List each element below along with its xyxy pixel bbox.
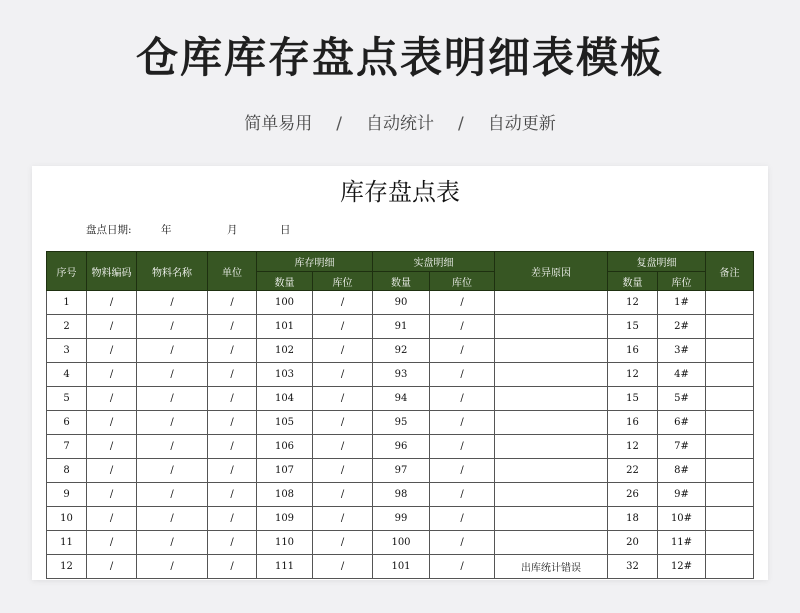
cell-seq: 9 xyxy=(47,483,87,507)
cell-actual-loc: / xyxy=(430,339,495,363)
table-row xyxy=(47,387,754,411)
cell-recheck-qty: 15 xyxy=(608,387,658,411)
cell-stock-loc: / xyxy=(313,531,373,555)
cell-stock-qty: 103 xyxy=(257,363,313,387)
cell-actual-qty: 93 xyxy=(373,363,430,387)
cell-stock-qty: 110 xyxy=(257,531,313,555)
cell-actual-loc: / xyxy=(430,291,495,315)
cell-stock-qty: 106 xyxy=(257,435,313,459)
cell-note xyxy=(706,411,754,435)
table-body xyxy=(47,291,754,579)
cell-recheck-qty: 20 xyxy=(608,531,658,555)
cell-material-name: / xyxy=(137,387,208,411)
cell-stock-loc: / xyxy=(313,435,373,459)
cell-recheck-qty: 18 xyxy=(608,507,658,531)
header-stock-loc: 库位 xyxy=(313,272,373,291)
cell-recheck-loc: 1# xyxy=(658,291,706,315)
cell-actual-loc: / xyxy=(430,315,495,339)
cell-note xyxy=(706,459,754,483)
cell-stock-qty: 111 xyxy=(257,555,313,579)
cell-stock-loc: / xyxy=(313,339,373,363)
cell-unit: / xyxy=(208,507,257,531)
table-row xyxy=(47,435,754,459)
cell-note xyxy=(706,363,754,387)
cell-stock-qty: 108 xyxy=(257,483,313,507)
cell-recheck-qty: 12 xyxy=(608,363,658,387)
cell-material-name: / xyxy=(137,531,208,555)
cell-stock-loc: / xyxy=(313,555,373,579)
table-row xyxy=(47,507,754,531)
spreadsheet-preview xyxy=(32,166,768,580)
header-recheck-detail: 复盘明细 xyxy=(608,252,706,272)
cell-recheck-loc: 9# xyxy=(658,483,706,507)
cell-diff-reason: 出库统计错误 xyxy=(495,555,608,579)
cell-actual-qty: 100 xyxy=(373,531,430,555)
cell-material-code: / xyxy=(87,555,137,579)
cell-stock-qty: 101 xyxy=(257,315,313,339)
cell-diff-reason xyxy=(495,291,608,315)
cell-seq: 5 xyxy=(47,387,87,411)
cell-material-code: / xyxy=(87,411,137,435)
cell-actual-qty: 98 xyxy=(373,483,430,507)
cell-seq: 1 xyxy=(47,291,87,315)
cell-stock-loc: / xyxy=(313,315,373,339)
cell-material-name: / xyxy=(137,459,208,483)
inventory-table xyxy=(46,251,754,579)
cell-material-code: / xyxy=(87,483,137,507)
date-year-label: 年 xyxy=(161,224,172,236)
cell-material-code: / xyxy=(87,339,137,363)
cell-material-name: / xyxy=(137,291,208,315)
cell-actual-qty: 90 xyxy=(373,291,430,315)
cell-unit: / xyxy=(208,387,257,411)
cell-recheck-qty: 12 xyxy=(608,291,658,315)
cell-recheck-loc: 10# xyxy=(658,507,706,531)
cell-actual-loc: / xyxy=(430,435,495,459)
table-row xyxy=(47,339,754,363)
cell-unit: / xyxy=(208,459,257,483)
feature-auto-stats: 自动统计 xyxy=(366,114,434,134)
cell-seq: 12 xyxy=(47,555,87,579)
header-stock-detail: 库存明细 xyxy=(257,252,373,272)
cell-actual-loc: / xyxy=(430,459,495,483)
cell-material-name: / xyxy=(137,435,208,459)
cell-diff-reason xyxy=(495,411,608,435)
table-row xyxy=(47,363,754,387)
cell-recheck-loc: 11# xyxy=(658,531,706,555)
header-actual-detail: 实盘明细 xyxy=(373,252,495,272)
cell-diff-reason xyxy=(495,363,608,387)
cell-stock-qty: 105 xyxy=(257,411,313,435)
cell-recheck-qty: 26 xyxy=(608,483,658,507)
cell-stock-loc: / xyxy=(313,411,373,435)
cell-stock-qty: 104 xyxy=(257,387,313,411)
cell-material-name: / xyxy=(137,315,208,339)
cell-recheck-loc: 4# xyxy=(658,363,706,387)
feature-list xyxy=(0,110,800,138)
cell-seq: 3 xyxy=(47,339,87,363)
cell-material-name: / xyxy=(137,363,208,387)
cell-material-code: / xyxy=(87,435,137,459)
cell-recheck-loc: 3# xyxy=(658,339,706,363)
cell-stock-qty: 107 xyxy=(257,459,313,483)
table-row xyxy=(47,411,754,435)
cell-recheck-qty: 16 xyxy=(608,411,658,435)
cell-recheck-qty: 22 xyxy=(608,459,658,483)
cell-unit: / xyxy=(208,411,257,435)
cell-seq: 7 xyxy=(47,435,87,459)
cell-diff-reason xyxy=(495,531,608,555)
cell-actual-loc: / xyxy=(430,531,495,555)
date-label: 盘点日期: xyxy=(86,224,132,236)
cell-unit: / xyxy=(208,339,257,363)
cell-actual-qty: 99 xyxy=(373,507,430,531)
cell-stock-loc: / xyxy=(313,483,373,507)
cell-diff-reason xyxy=(495,459,608,483)
table-row xyxy=(47,291,754,315)
cell-material-code: / xyxy=(87,507,137,531)
cell-unit: / xyxy=(208,483,257,507)
cell-actual-qty: 92 xyxy=(373,339,430,363)
cell-material-name: / xyxy=(137,507,208,531)
cell-material-code: / xyxy=(87,363,137,387)
cell-actual-loc: / xyxy=(430,555,495,579)
cell-recheck-loc: 2# xyxy=(658,315,706,339)
cell-unit: / xyxy=(208,435,257,459)
feature-separator: / xyxy=(336,114,342,134)
cell-recheck-qty: 12 xyxy=(608,435,658,459)
header-actual-loc: 库位 xyxy=(430,272,495,291)
table-header-row xyxy=(47,252,754,272)
cell-recheck-qty: 15 xyxy=(608,315,658,339)
cell-recheck-loc: 7# xyxy=(658,435,706,459)
header-note: 备注 xyxy=(706,252,754,291)
table-row xyxy=(47,531,754,555)
header-diff-reason: 差异原因 xyxy=(495,252,608,291)
cell-note xyxy=(706,507,754,531)
cell-actual-qty: 96 xyxy=(373,435,430,459)
cell-recheck-qty: 32 xyxy=(608,555,658,579)
cell-diff-reason xyxy=(495,387,608,411)
cell-unit: / xyxy=(208,291,257,315)
cell-stock-qty: 102 xyxy=(257,339,313,363)
cell-note xyxy=(706,387,754,411)
cell-note xyxy=(706,339,754,363)
cell-note xyxy=(706,531,754,555)
cell-recheck-loc: 6# xyxy=(658,411,706,435)
cell-unit: / xyxy=(208,363,257,387)
cell-actual-loc: / xyxy=(430,387,495,411)
cell-actual-qty: 97 xyxy=(373,459,430,483)
cell-material-code: / xyxy=(87,291,137,315)
cell-note xyxy=(706,291,754,315)
cell-actual-loc: / xyxy=(430,507,495,531)
cell-stock-loc: / xyxy=(313,363,373,387)
cell-note xyxy=(706,315,754,339)
header-unit: 单位 xyxy=(208,252,257,291)
cell-stock-loc: / xyxy=(313,507,373,531)
table-row xyxy=(47,483,754,507)
cell-unit: / xyxy=(208,555,257,579)
cell-recheck-loc: 12# xyxy=(658,555,706,579)
cell-diff-reason xyxy=(495,435,608,459)
cell-seq: 4 xyxy=(47,363,87,387)
cell-actual-qty: 94 xyxy=(373,387,430,411)
cell-stock-qty: 100 xyxy=(257,291,313,315)
cell-diff-reason xyxy=(495,483,608,507)
feature-easy: 简单易用 xyxy=(244,114,313,134)
cell-diff-reason xyxy=(495,315,608,339)
cell-actual-loc: / xyxy=(430,363,495,387)
inventory-date-row xyxy=(32,220,768,240)
sheet-title: 库存盘点表 xyxy=(340,178,460,206)
cell-diff-reason xyxy=(495,507,608,531)
cell-stock-loc: / xyxy=(313,459,373,483)
cell-seq: 6 xyxy=(47,411,87,435)
cell-material-code: / xyxy=(87,387,137,411)
cell-actual-qty: 101 xyxy=(373,555,430,579)
cell-stock-loc: / xyxy=(313,387,373,411)
cell-actual-loc: / xyxy=(430,483,495,507)
cell-note xyxy=(706,483,754,507)
cell-unit: / xyxy=(208,315,257,339)
date-day-label: 日 xyxy=(280,224,291,236)
header-actual-qty: 数量 xyxy=(373,272,430,291)
date-month-label: 月 xyxy=(227,224,238,236)
table-row xyxy=(47,459,754,483)
cell-actual-qty: 95 xyxy=(373,411,430,435)
cell-material-name: / xyxy=(137,555,208,579)
cell-stock-qty: 109 xyxy=(257,507,313,531)
cell-seq: 8 xyxy=(47,459,87,483)
cell-unit: / xyxy=(208,531,257,555)
table-row xyxy=(47,315,754,339)
feature-separator: / xyxy=(458,114,464,134)
cell-recheck-loc: 8# xyxy=(658,459,706,483)
cell-seq: 10 xyxy=(47,507,87,531)
cell-material-name: / xyxy=(137,483,208,507)
cell-material-code: / xyxy=(87,315,137,339)
cell-material-code: / xyxy=(87,531,137,555)
cell-note xyxy=(706,435,754,459)
header-seq: 序号 xyxy=(47,252,87,291)
cell-actual-qty: 91 xyxy=(373,315,430,339)
cell-recheck-qty: 16 xyxy=(608,339,658,363)
header-material-name: 物料名称 xyxy=(137,252,208,291)
header-material-code: 物料编码 xyxy=(87,252,137,291)
page-title: 仓库库存盘点表明细表模板 xyxy=(135,33,664,82)
header-recheck-loc: 库位 xyxy=(658,272,706,291)
cell-diff-reason xyxy=(495,339,608,363)
cell-recheck-loc: 5# xyxy=(658,387,706,411)
header-recheck-qty: 数量 xyxy=(608,272,658,291)
header-stock-qty: 数量 xyxy=(257,272,313,291)
cell-material-name: / xyxy=(137,339,208,363)
cell-material-code: / xyxy=(87,459,137,483)
cell-actual-loc: / xyxy=(430,411,495,435)
cell-stock-loc: / xyxy=(313,291,373,315)
cell-material-name: / xyxy=(137,411,208,435)
cell-seq: 11 xyxy=(47,531,87,555)
cell-note xyxy=(706,555,754,579)
table-row xyxy=(47,555,754,579)
cell-seq: 2 xyxy=(47,315,87,339)
feature-auto-update: 自动更新 xyxy=(487,114,556,134)
